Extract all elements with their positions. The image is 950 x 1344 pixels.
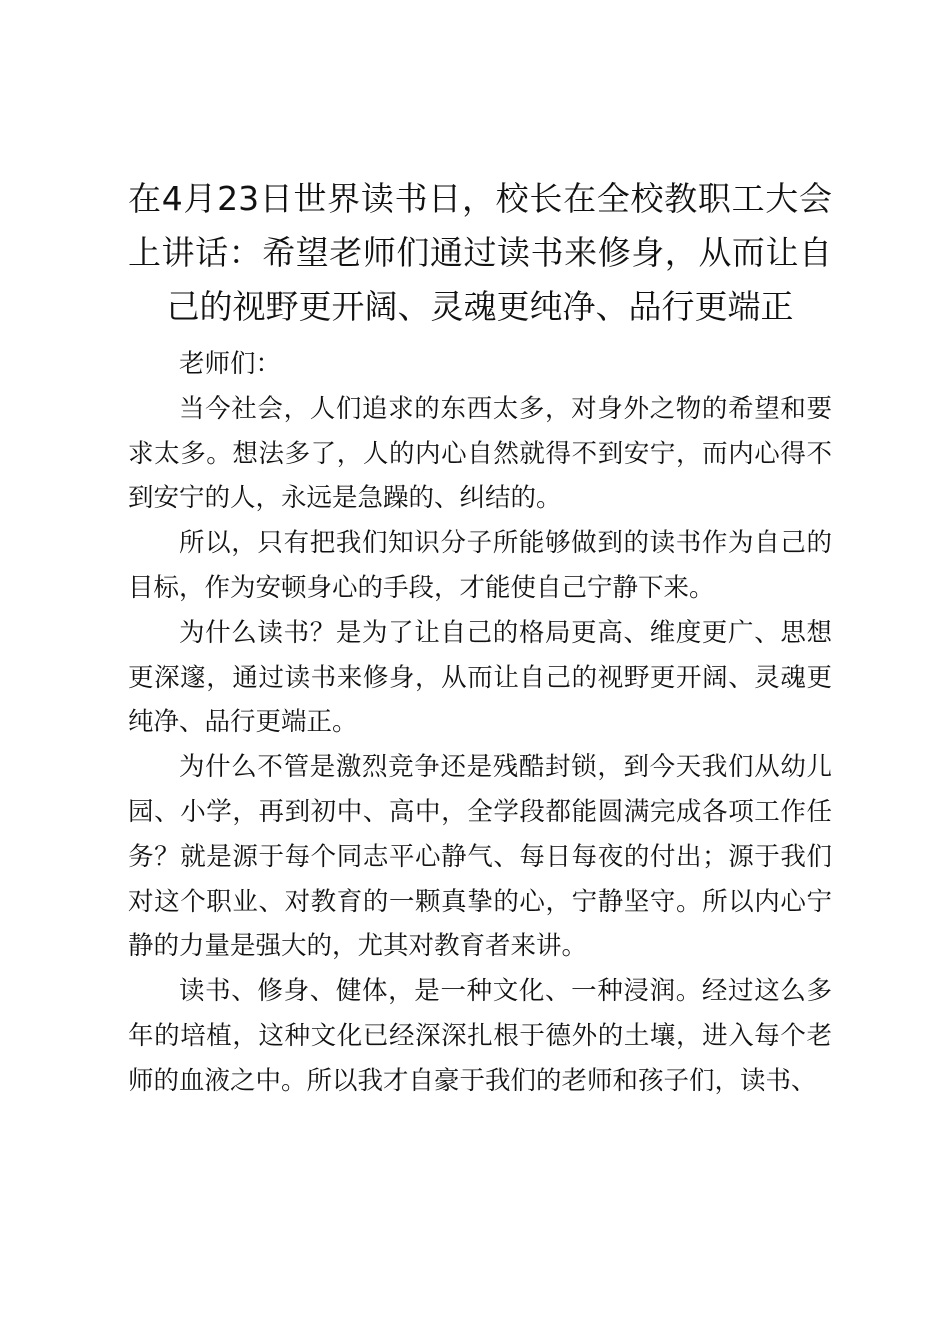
body-paragraph: 当今社会，人们追求的东西太多，对身外之物的希望和要求太多。想法多了，人的内心自然就得不到安宁，而内心得不到安宁的人，永远是急躁的、纠结的。 [128, 393, 832, 514]
document-title: 在4月23日世界读书日，校长在全校教职工大会上讲话：希望老师们通过读书来修身，从而让自己的视野更开阔、灵魂更纯净、品行更端正 [128, 179, 832, 326]
body-paragraph: 为什么读书？是为了让自己的格局更高、维度更广、思想更深邃，通过读书来修身，从而让自己的视野更开阔、灵魂更纯净、品行更端正。 [128, 617, 832, 738]
body-paragraph: 所以，只有把我们知识分子所能够做到的读书作为自己的目标，作为安顿身心的手段，才能使自己宁静下来。 [128, 528, 832, 603]
salutation-paragraph: 老师们： [179, 349, 282, 379]
body-paragraph: 读书、修身、健体，是一种文化、一种浸润。经过这么多年的培植，这种文化已经深深扎根于德外的土壤，进入每个老师的血液之中。所以我才自豪于我们的老师和孩子们，读书、 [128, 976, 832, 1096]
document-page [128, 172, 832, 1104]
body-paragraph: 为什么不管是激烈竞争还是残酷封锁，到今天我们从幼儿园、小学，再到初中、高中，全学段都能圆满完成各项工作任务？就是源于每个同志平心静气、每日每夜的付出；源于我们对这个职业、对教育的一颗真挚的心，宁静坚守。所以内心宁静的力量是强大的，尤其对教育者来讲。 [128, 752, 832, 962]
